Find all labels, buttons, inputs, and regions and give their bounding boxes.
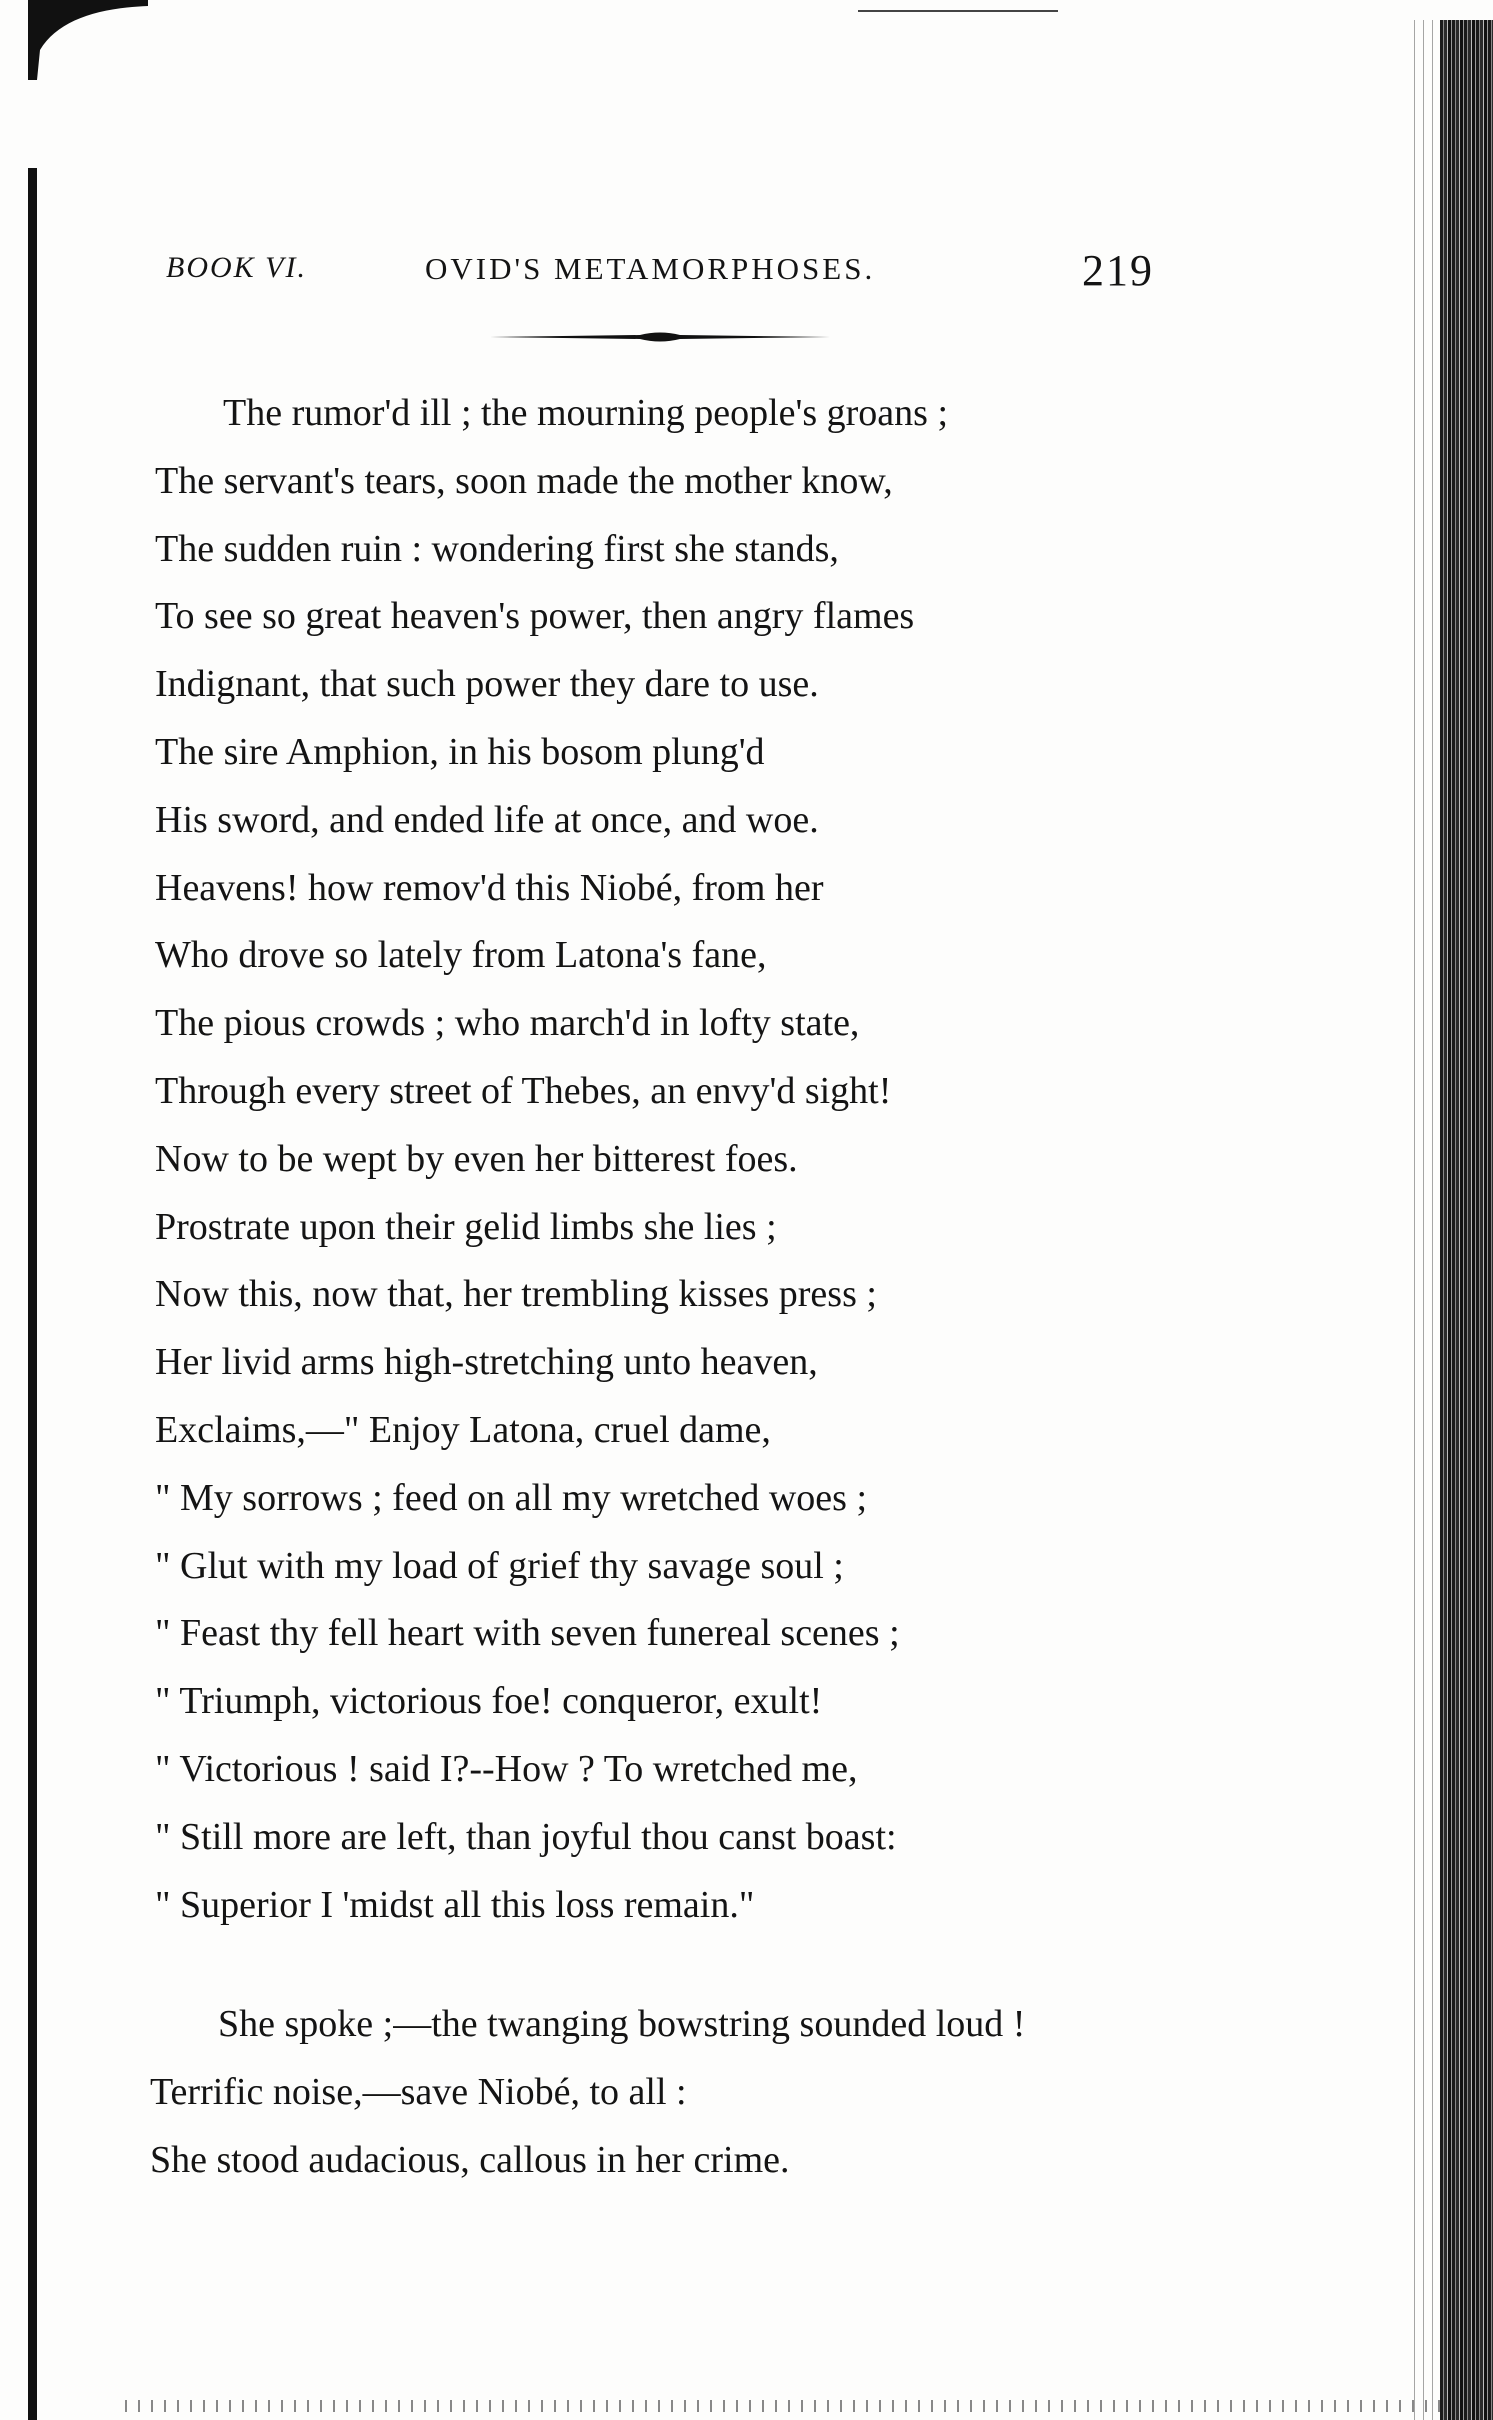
verse-line: The sudden ruin : wondering first she stands, [155, 527, 839, 570]
verse-line: His sword, and ended life at once, and woe. [155, 798, 819, 841]
verse-line: Terrific noise,—save Niobé, to all : [150, 2070, 687, 2113]
verse-line: " Superior I 'midst all this loss remain." [155, 1883, 755, 1926]
book-label: BOOK VI. [166, 251, 307, 284]
verse-line: " Feast thy fell heart with seven funereal scenes ; [155, 1612, 900, 1655]
verse-line: She spoke ;—the twanging bowstring sounded loud ! [218, 2003, 1026, 2045]
top-hairline [858, 10, 1058, 12]
verse-line: " Triumph, victorious foe! conqueror, exult! [155, 1680, 823, 1723]
page-binding-edge [1440, 20, 1493, 2420]
ornamental-rule [490, 330, 830, 344]
verse-line: Indignant, that such power they dare to use. [155, 663, 819, 706]
verse-line: The sire Amphion, in his bosom plung'd [155, 730, 765, 773]
verse-line: She stood audacious, callous in her crime. [150, 2138, 790, 2181]
verse-line: " Victorious ! said I?--How ? To wretched me, [155, 1747, 858, 1790]
verse-line: Heavens! how remov'd this Niobé, from her [155, 866, 824, 909]
verse-line: Who drove so lately from Latona's fane, [155, 934, 767, 977]
corner-printing-mark [28, 0, 148, 80]
verse-line: Now to be wept by even her bitterest foes. [155, 1137, 798, 1180]
binding-shadow [1410, 20, 1442, 2420]
verse-line: " Glut with my load of grief thy savage soul ; [155, 1544, 844, 1587]
verse-line: " Still more are left, than joyful thou canst boast: [155, 1815, 897, 1858]
verse-line: The rumor'd ill ; the mourning people's groans ; [223, 392, 949, 434]
verse-line: Prostrate upon their gelid limbs she lies ; [155, 1205, 777, 1248]
verse-line: The servant's tears, soon made the mother know, [155, 459, 893, 502]
running-header [160, 245, 1170, 295]
page-number: 219 [1082, 246, 1154, 295]
scan-noise [120, 2400, 1440, 2412]
verse-line: The pious crowds ; who march'd in lofty state, [155, 1002, 860, 1045]
verse-line: " My sorrows ; feed on all my wretched woes ; [155, 1476, 868, 1519]
verse-line: Through every street of Thebes, an envy'd sight! [155, 1069, 892, 1112]
work-title: OVID'S METAMORPHOSES. [425, 251, 876, 286]
verse-line: Her livid arms high-stretching unto heaven, [155, 1341, 818, 1384]
verse-line: Exclaims,—" Enjoy Latona, cruel dame, [155, 1408, 771, 1451]
verse-stanza-1 [155, 380, 1235, 1939]
left-margin-rule [28, 168, 37, 2420]
verse-stanza-2 [150, 1991, 1250, 2194]
verse-line: To see so great heaven's power, then angry flames [155, 595, 915, 638]
verse-line: Now this, now that, her trembling kisses press ; [155, 1273, 877, 1316]
